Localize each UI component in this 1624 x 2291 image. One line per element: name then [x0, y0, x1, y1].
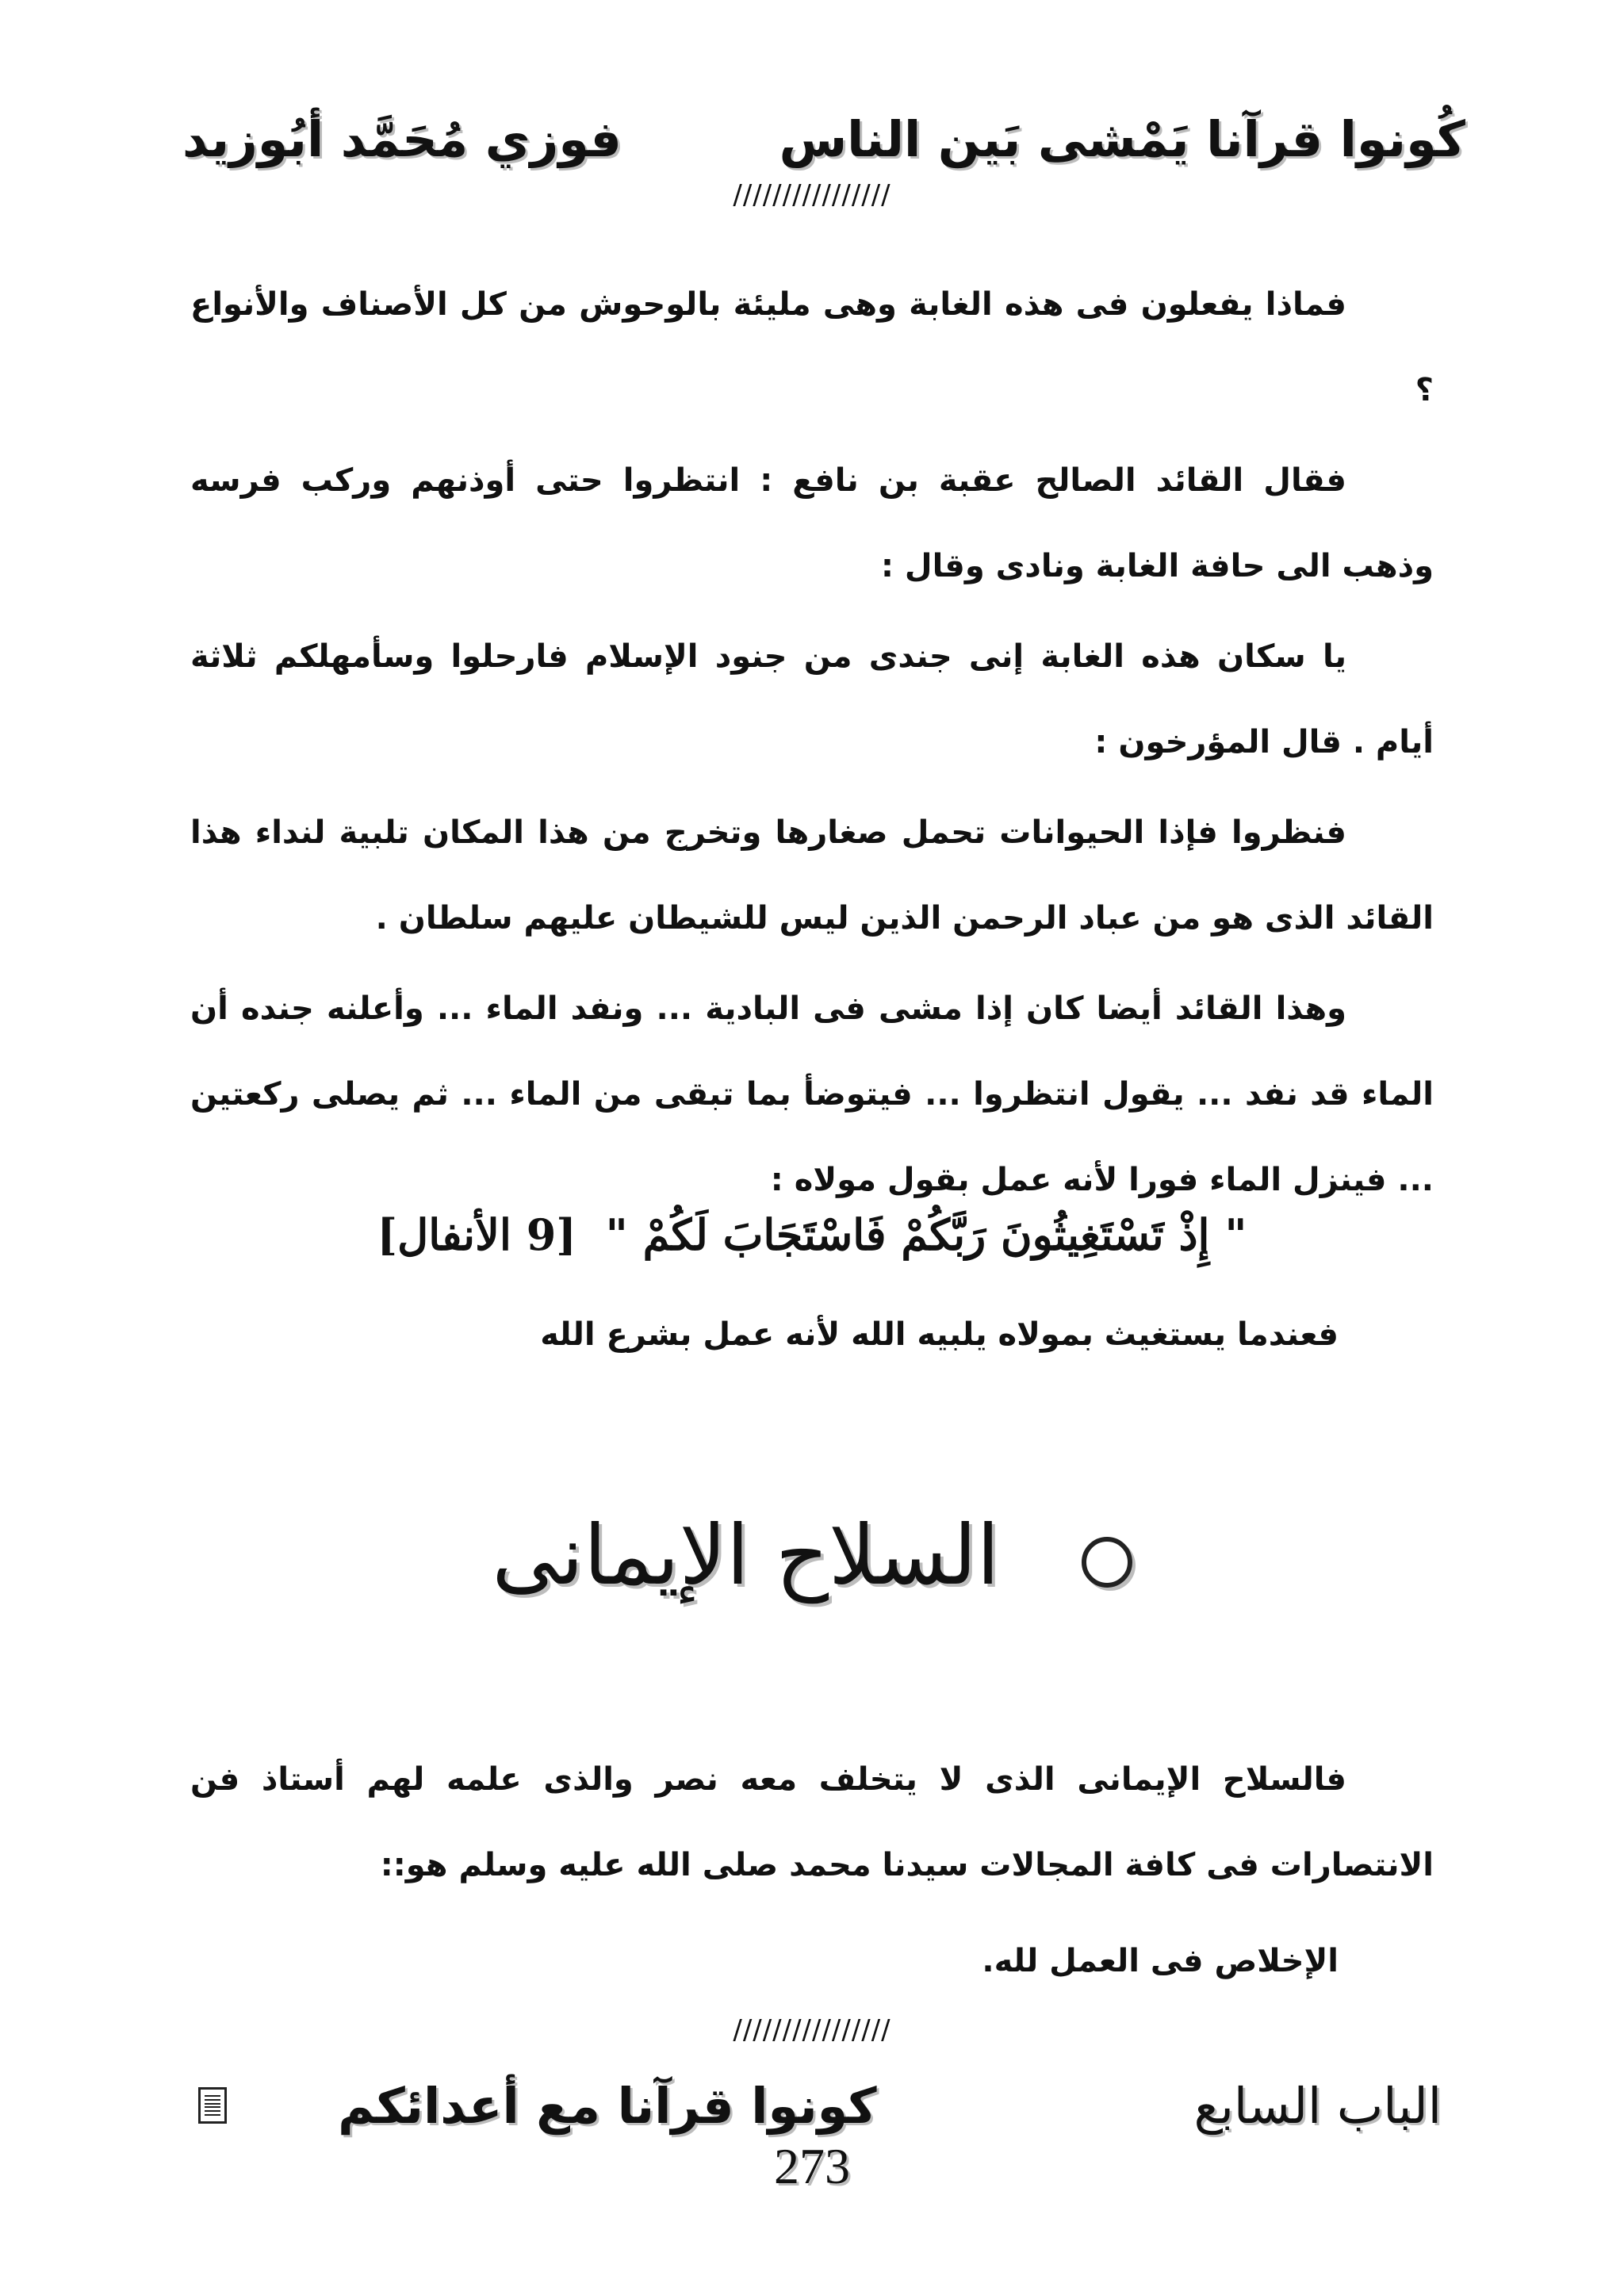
quran-verse: [190, 1209, 1434, 1260]
closing-line: الإخلاص فى العمل لله.: [982, 1943, 1339, 1979]
header-separator: ////////////////: [733, 179, 891, 211]
book-title: كُونوا قرآنا يَمْشى بَين الناس: [779, 109, 1465, 168]
paragraph: وهذا القائد أيضا كان إذا مشى فى البادية ... ونفد الماء ... وأعلنه جنده أن الماء قد نفد ... يقول انتظروا ... فيتوضأ بما تبقى من الماء ... ثم يصلى ركعتين ... فينزل الماء فورا لأنه عمل بقول مولاه :: [190, 990, 1434, 1198]
circle-bullet-icon: [1082, 1537, 1132, 1588]
page-header: [182, 95, 1465, 182]
body-text: [190, 262, 1434, 1228]
body-text-2: [190, 1737, 1434, 1913]
document-icon: [198, 2087, 227, 2124]
section-heading-text: السلاح الإيمانى: [492, 1507, 1000, 1603]
footer-separator: ////////////////: [733, 2014, 891, 2046]
footer-book-title: كونوا قرآنا مع أعدائكم: [338, 2076, 877, 2135]
paragraph: فقال القائد الصالح عقبة بن نافع : انتظروا حتى أوذنهم وركب فرسه وذهب الى حافة الغابة ونادى وقال :: [190, 462, 1434, 584]
chapter-name: الباب السابع: [1193, 2076, 1442, 2135]
verse-commentary: فعندما يستغيث بمولاه يلبيه الله لأنه عمل بشرع الله: [540, 1316, 1339, 1353]
paragraph: فماذا يفعلون فى هذه الغابة وهى مليئة بالوحوش من كل الأصناف والأنواع ؟: [190, 286, 1434, 408]
paragraph: يا سكان هذه الغابة إنى جندى من جنود الإسلام فارحلوا وسأمهلكم ثلاثة أيام . قال المؤرخون :: [190, 638, 1434, 760]
author-name: فوزي مُحَمَّد أبُوزيد: [182, 109, 622, 168]
verse-text: " إِذْ تَسْتَغِيثُونَ رَبَّكُمْ فَاسْتَجَابَ لَكُمْ ": [605, 1209, 1247, 1260]
verse-reference: [9 الأنفال]: [377, 1209, 576, 1260]
section-heading: [0, 1507, 1624, 1603]
paragraph: فالسلاح الإيمانى الذى لا يتخلف معه نصر والذى علمه لهم أستاذ فن الانتصارات فى كافة المجالات سيدنا محمد صلى الله عليه وسلم هو::: [190, 1761, 1434, 1883]
page-number: 273: [774, 2138, 850, 2194]
page-footer: [198, 2066, 1442, 2145]
paragraph: فنظروا فإذا الحيوانات تحمل صغارها وتخرج من هذا المكان تلبية لنداء هذا القائد الذى هو من عباد الرحمن الذين ليس للشيطان عليهم سلطان .: [190, 814, 1434, 937]
